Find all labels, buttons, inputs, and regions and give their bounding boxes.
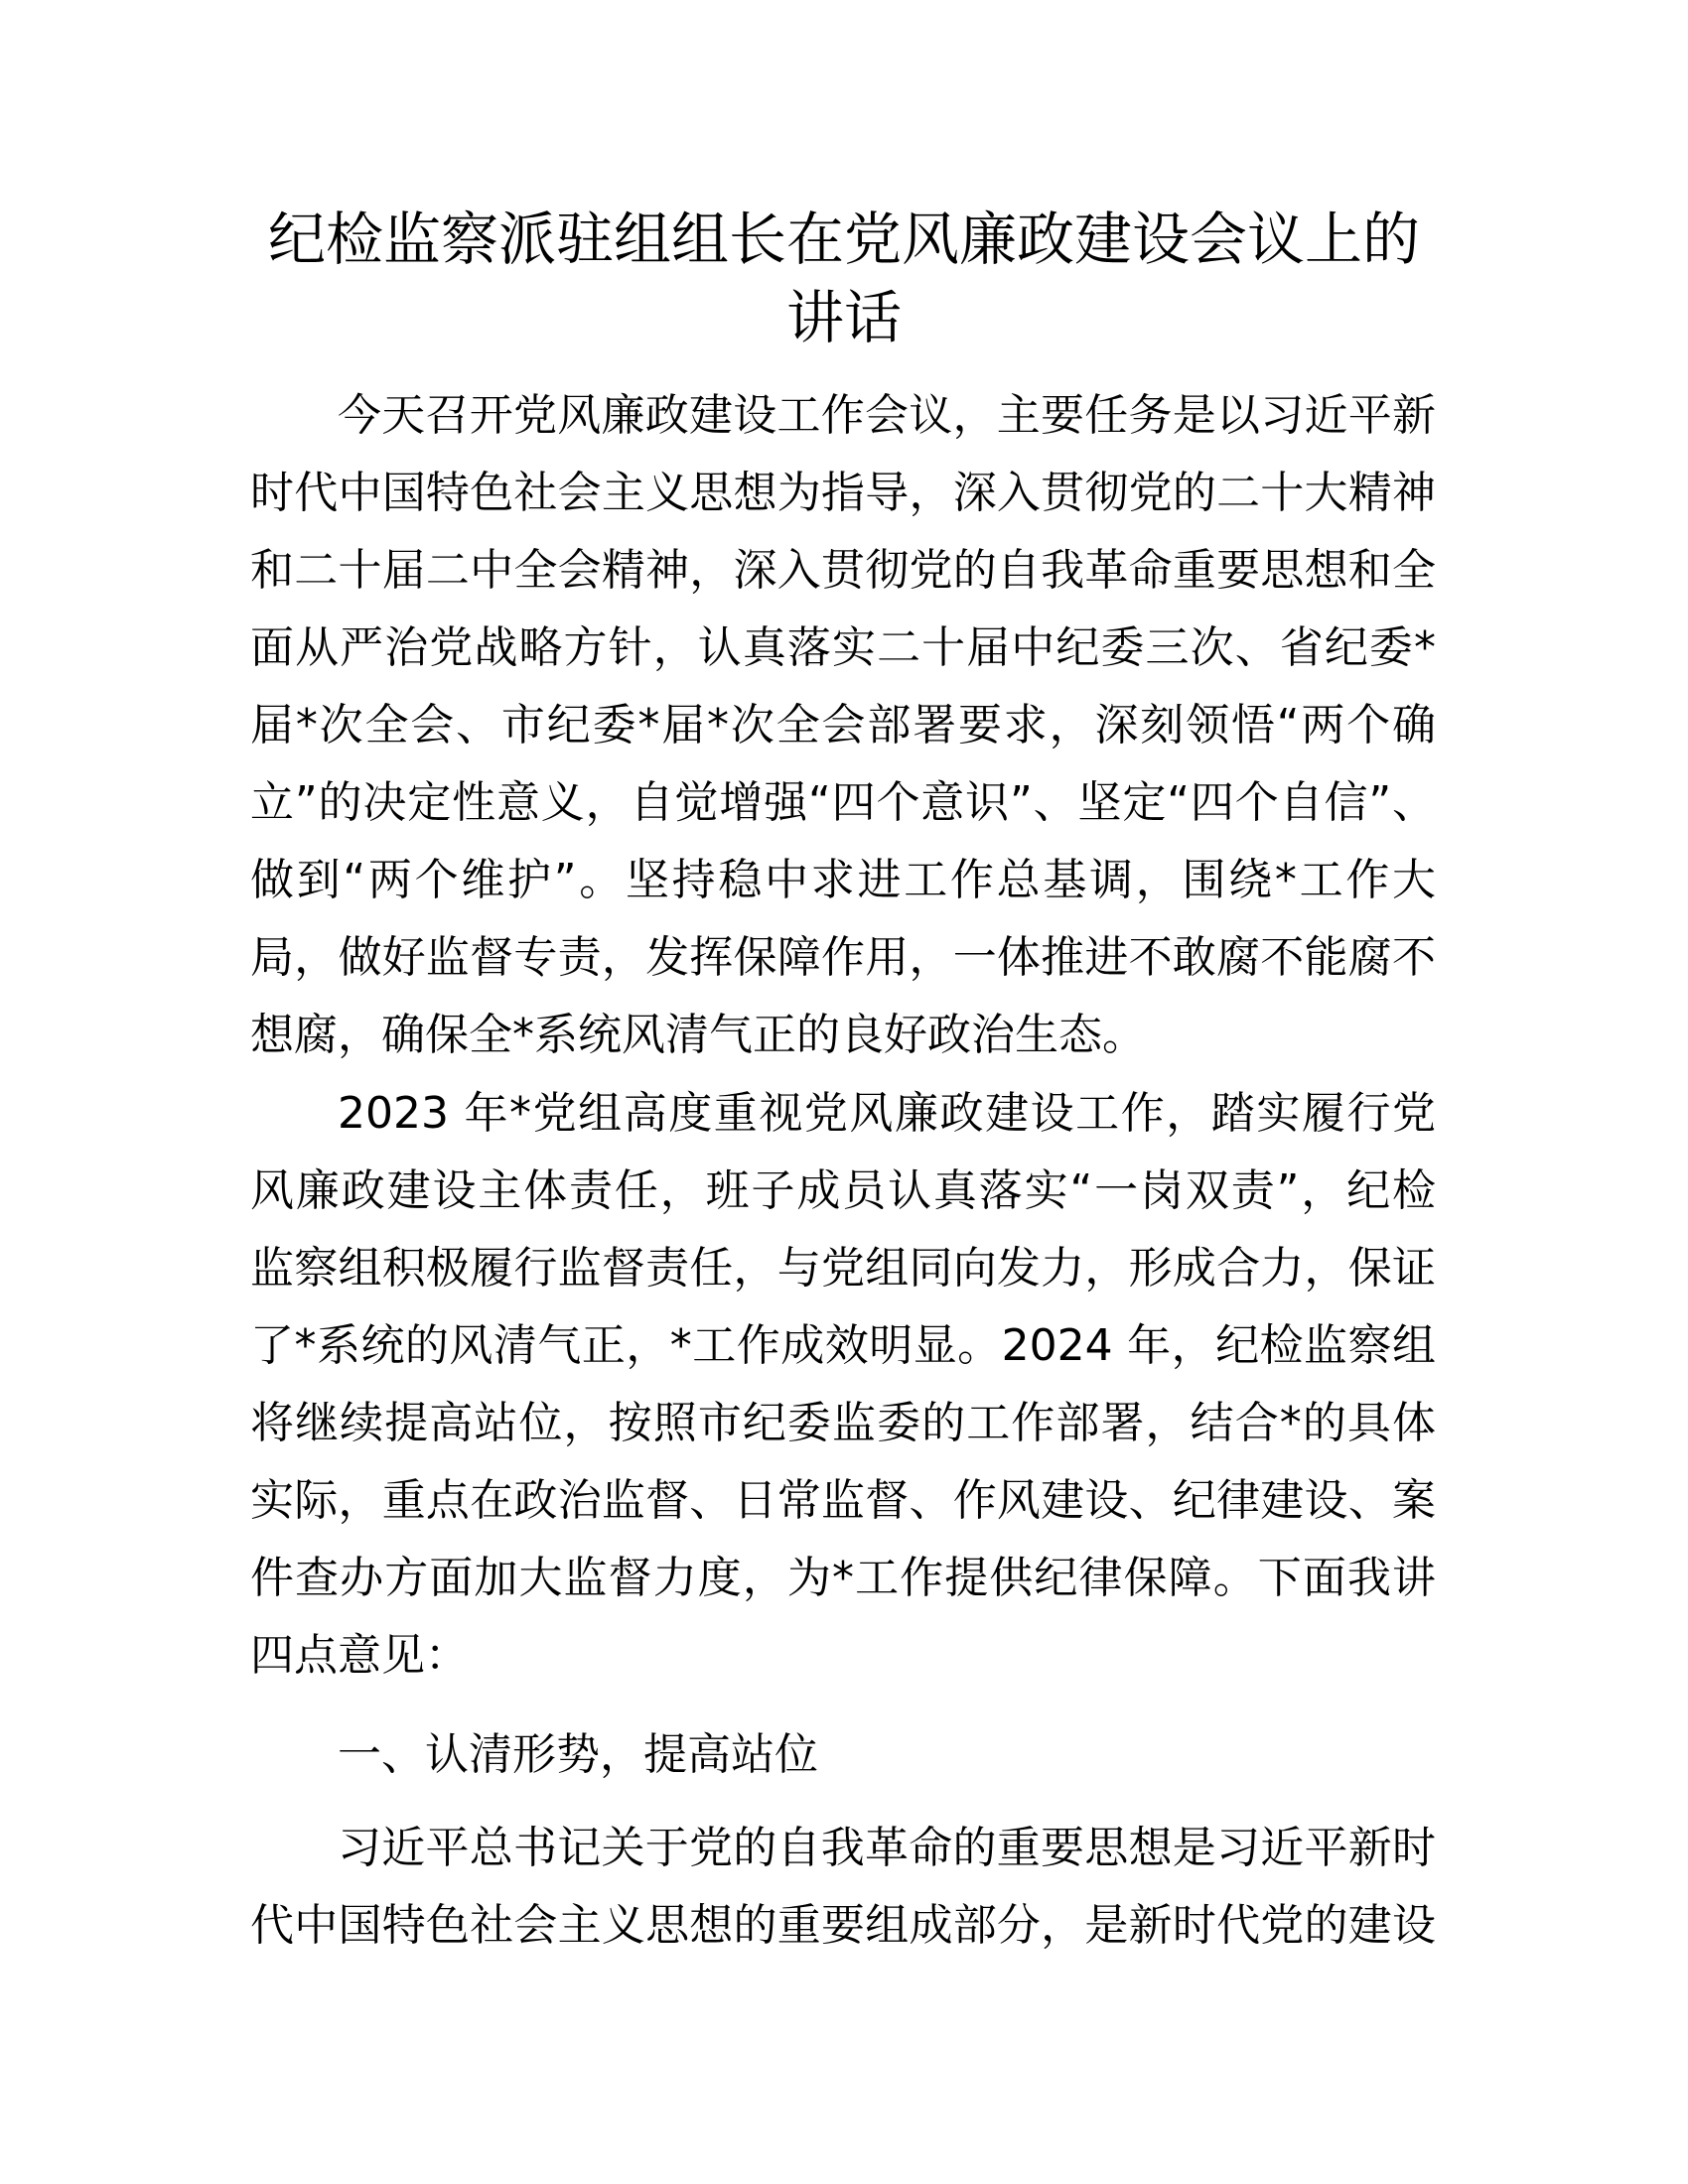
paragraph-line: 习近平总书记关于党的自我革命的重要思想是习近平新时 [338, 1823, 1436, 1873]
paragraph-line: 面从严治党战略方针，认真落实二十届中纪委三次、省纪委* [250, 622, 1436, 673]
paragraph-line: 件查办方面加大监督力度，为*工作提供纪律保障。下面我讲 [250, 1553, 1436, 1603]
paragraph-line: 四点意见： [250, 1630, 469, 1681]
paragraph-line: 将继续提高站位，按照市纪委监委的工作部署，结合*的具体 [250, 1398, 1436, 1448]
paragraph-line: 立”的决定性意义，自觉增强“四个意识”、坚定“四个自信”、 [250, 777, 1436, 828]
paragraph-line: 监察组积极履行监督责任，与党组同向发力，形成合力，保证 [250, 1243, 1436, 1294]
paragraph-line: 今天召开党风廉政建设工作会议，主要任务是以习近平新 [338, 390, 1436, 441]
paragraph-line: 代中国特色社会主义思想的重要组成部分，是新时代党的建设 [250, 1900, 1436, 1951]
paragraph-line: 做到“两个维护”。坚持稳中求进工作总基调，围绕*工作大 [250, 855, 1436, 905]
paragraph-line: 时代中国特色社会主义思想为指导，深入贯彻党的二十大精神 [250, 468, 1436, 518]
paragraph-line: 局，做好监督专责，发挥保障作用，一体推进不敢腐不能腐不 [250, 932, 1436, 983]
paragraph-line: 想腐，确保全*系统风清气正的良好政治生态。 [250, 1010, 1146, 1060]
document-title-line-1: 纪检监察派驻组组长在党风廉政建设会议上的 [267, 205, 1420, 273]
paragraph-line: 了*系统的风清气正，*工作成效明显。2024 年，纪检监察组 [250, 1320, 1436, 1371]
document-title-line-2: 讲话 [785, 284, 902, 351]
paragraph-line: 实际，重点在政治监督、日常监督、作风建设、纪律建设、案 [250, 1475, 1436, 1526]
paragraph-line: 2023 年*党组高度重视党风廉政建设工作，踏实履行党 [338, 1088, 1436, 1139]
paragraph-line: 届*次全会、市纪委*届*次全会部署要求，深刻领悟“两个确 [250, 700, 1436, 751]
section-heading-1: 一、认清形势，提高站位 [338, 1729, 818, 1780]
paragraph-line: 风廉政建设主体责任，班子成员认真落实“一岗双责”，纪检 [250, 1165, 1436, 1216]
paragraph-line: 和二十届二中全会精神，深入贯彻党的自我革命重要思想和全 [250, 545, 1436, 596]
